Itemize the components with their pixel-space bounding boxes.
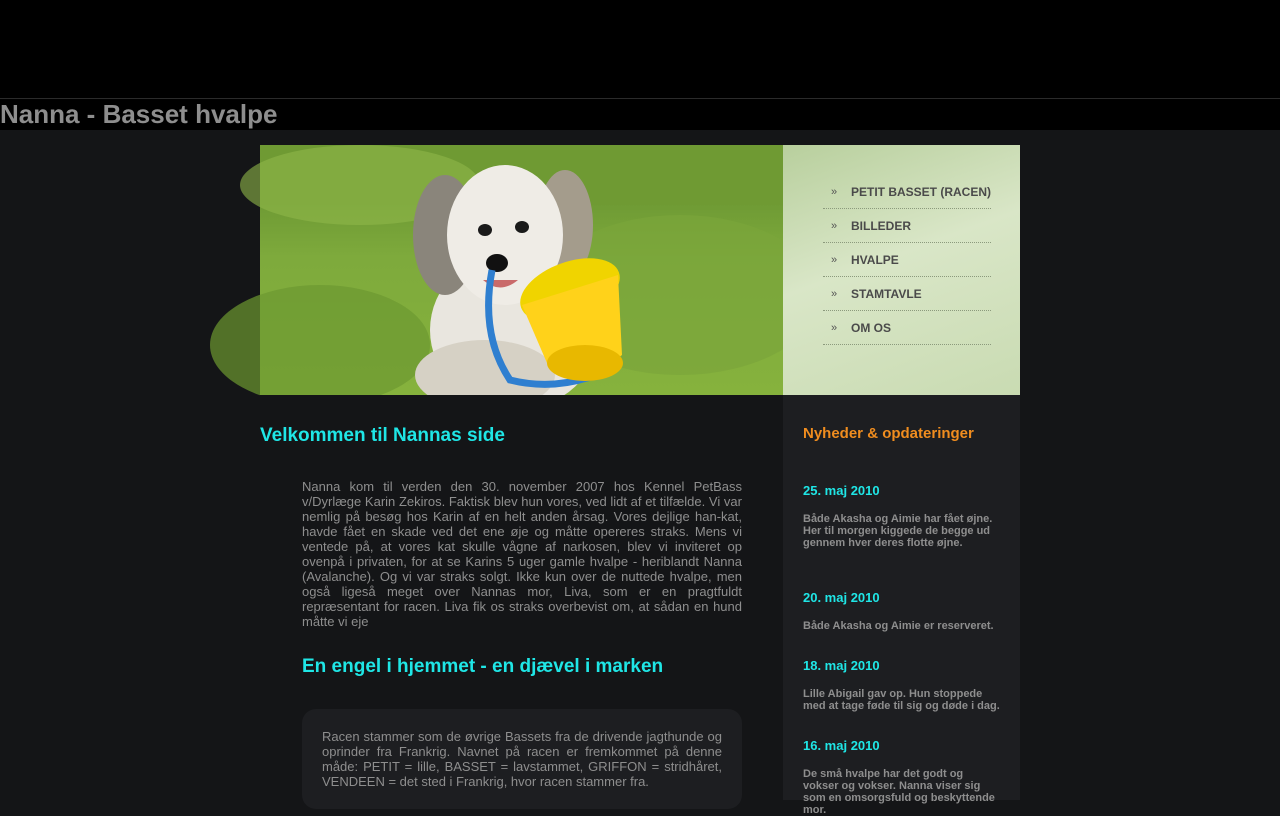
news-sidebar	[783, 395, 1020, 816]
site-title: Nanna - Basset hvalpe	[0, 99, 278, 129]
main-nav	[823, 175, 991, 345]
news-text: De små hvalpe har det godt og vokser og vokser. Nanna viser sig som en omsorgsfuld og beskyttende mor.	[803, 768, 995, 816]
hero-image-dog-with-bucket	[260, 145, 783, 395]
news-text: Både Akasha og Aimie har fået øjne. Her til morgen kiggede de begge ud gennem hver deres flotte øjne.	[803, 513, 993, 549]
welcome-heading: Velkommen til Nannas side	[260, 425, 505, 446]
double-arrow-icon: »	[831, 321, 838, 334]
double-arrow-icon: »	[831, 185, 838, 198]
nav-item-label: STAMTAVLE	[851, 286, 922, 301]
section-heading: En engel i hjemmet - en djævel i marken	[302, 656, 664, 677]
nav-item-petit-basset[interactable]	[823, 175, 991, 209]
breed-info-box	[302, 709, 742, 809]
nav-item-hvalpe[interactable]	[823, 243, 991, 277]
news-date: 25. maj 2010	[803, 483, 880, 498]
double-arrow-icon: »	[831, 219, 838, 232]
nav-item-stamtavle[interactable]	[823, 277, 991, 311]
news-text: Både Akasha og Aimie er reserveret.	[803, 620, 994, 632]
news-date: 18. maj 2010	[803, 658, 880, 673]
nav-item-billeder[interactable]	[823, 209, 991, 243]
breed-info-text: Racen stammer som de øvrige Bassets fra de drivende jagthunde og oprinder fra Frankrig. Navnet på racen er fremkommet på denne måde: PETIT = lille, BASSET = lavstammet, GRIFFON = stridhåret, VENDEEN = det sted i Frankrig, hvor racen stammer fra.	[322, 729, 722, 789]
news-date: 16. maj 2010	[803, 738, 880, 753]
top-banner	[0, 0, 1280, 99]
news-text: Lille Abigail gav op. Hun stoppede med at tage føde til sig og døde i dag.	[803, 688, 1000, 712]
double-arrow-icon: »	[831, 253, 838, 266]
nav-item-label: PETIT BASSET (RACEN)	[851, 184, 992, 199]
news-date: 20. maj 2010	[803, 590, 880, 605]
nav-item-om-os[interactable]	[823, 311, 991, 345]
intro-paragraph: Nanna kom til verden den 30. november 2007 hos Kennel PetBass v/Dyrlæge Karin Zekiros. Faktisk blev hun vores, ved lidt af et tilfælde. Vi var nemlig på besøg hos Karin af en helt anden årsag. Vores dejlige han-kat, havde fået en skade ved det ene øje og måtte opereres straks. Mens vi ventede på, at vores kat skulle vågne af narkosen, blev vi inviteret op ovenpå i privaten, for at se Karins 5 uger gamle hvalpe - heriblandt Nanna (Avalanche). Og vi var straks solgt. Ikke kun over de nuttede hvalpe, men også ligeså meget over Nannas mor, Liva, som er en pragtfuldt repræsentant for racen. Liva fik os straks overbevist om, at sådan en hund måtte vi eje	[302, 479, 742, 629]
nav-item-label: OM OS	[851, 320, 892, 335]
nav-item-label: HVALPE	[851, 252, 899, 267]
main-content	[260, 395, 783, 800]
double-arrow-icon: »	[831, 287, 838, 300]
nav-item-label: BILLEDER	[851, 218, 911, 233]
news-heading: Nyheder & opdateringer	[803, 425, 974, 442]
navigation-panel	[783, 145, 1020, 395]
